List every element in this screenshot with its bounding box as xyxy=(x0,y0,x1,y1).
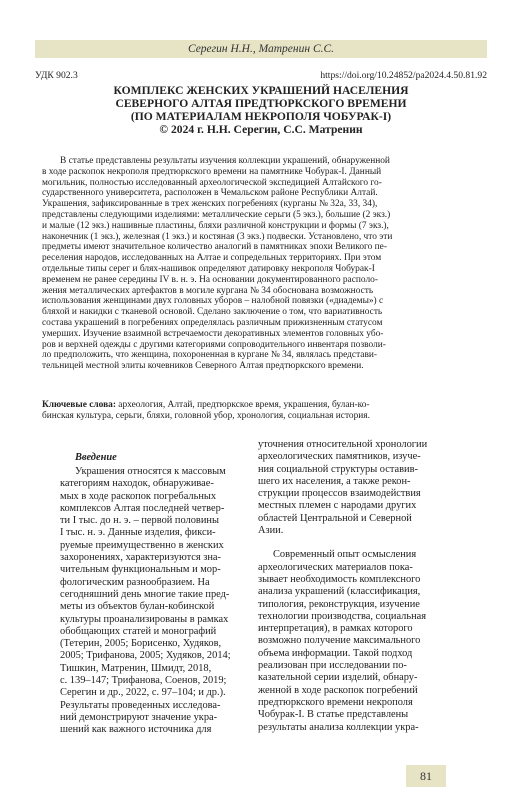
body-text-line: (Тетерин, 2005; Борисенко, Худяков, xyxy=(60,638,222,650)
body-text-line: реализован при исследовании по- xyxy=(258,660,407,672)
keywords-text: археология, Алтай, предтюркское время, украшения, булан-ко- xyxy=(118,400,370,410)
article-title xyxy=(35,84,487,136)
body-text-line: шего их населения, а также рекон- xyxy=(258,475,411,487)
body-text-line: фологическим разнообразием. На xyxy=(60,576,210,588)
body-text-line: шений как важного источника для xyxy=(60,724,212,736)
abstract-line: сударственного университета, расположен в Чемальском районе Республики Алтай. xyxy=(42,188,378,199)
keywords xyxy=(42,400,480,422)
body-text-line: возможно получение максимального xyxy=(258,635,421,647)
body-text-line: уточнения относительной хронологии xyxy=(258,439,428,450)
abstract-line: тельницей местной элиты кочевников Северного Алтая предтюркского времени. xyxy=(42,361,364,372)
keywords-label: Ключевые слова: xyxy=(42,400,116,410)
body-text-line: результаты анализа коллекции укра- xyxy=(258,721,419,733)
abstract-line: Украшения, зафиксированные в трех женских погребениях (курганы № 32а, 33, 34), xyxy=(42,199,378,210)
abstract-line: ло предположить, что женщина, похороненная в кургане № 34, являлась представи- xyxy=(42,350,378,361)
body-text-line: археологических материалов пока- xyxy=(258,561,413,573)
section-heading-introduction: Введение xyxy=(75,452,117,463)
paragraph-gap xyxy=(258,537,472,549)
page-number xyxy=(406,765,446,787)
abstract-line: ров и верхней одежды с другими категориями сопроводительного инвентаря позволи- xyxy=(42,339,386,350)
left-column xyxy=(60,452,262,737)
body-text-line: Чобурак-I. В статье представлены xyxy=(258,709,409,721)
running-header-authors: Серегин Н.Н., Матренин С.С. xyxy=(187,43,335,55)
title-authors: © 2024 г. Н.Н. Серегин, С.С. Матренин xyxy=(159,123,363,136)
body-text-line: с. 139–147; Трифанова, Соенов, 2019; xyxy=(60,675,227,687)
abstract-line: использования женщинами двух головных уборов – налобной повязки («диадемы») с xyxy=(42,296,384,307)
body-text-line: захоронениях, характеризуются зна- xyxy=(60,552,221,564)
body-text-line: зывает необходимость комплексного xyxy=(258,573,421,585)
body-text-line: мых в ходе раскопок погребальных xyxy=(60,490,217,502)
body-text-line: типология, реконструкция, изучение xyxy=(258,598,420,610)
title-line: (ПО МАТЕРИАЛАМ НЕКРОПОЛЯ ЧОБУРАК-I) xyxy=(130,110,392,123)
abstract-line: наконечник (1 экз.), железная (1 экз.) и костяная (3 экз.) подвески. Установлено, что эти xyxy=(42,231,393,242)
body-text-line: Результаты проведенных исследова- xyxy=(60,699,221,711)
abstract-line: в ходе раскопок некрополя предтюркского времени на памятнике Чобурак-I. Данный xyxy=(42,166,382,177)
right-paragraph-2 xyxy=(258,549,472,733)
body-text-line: 2005; Трифанова, 2005; Худяков, 2014; xyxy=(60,650,231,662)
body-text-line: казательной серии изделий, обнару- xyxy=(258,672,418,684)
body-text-line: I тыс. н. э. Данные изделия, фикси- xyxy=(60,527,216,539)
body-text-line: областей Центральной и Северной xyxy=(258,512,412,524)
abstract-line: жения металлических артефактов в могиле кургана № 34 обоснована возможность xyxy=(42,285,374,296)
body-text-line: руемые преимущественно в женских xyxy=(60,539,224,551)
doi-link[interactable]: https://doi.org/10.24852/pa2024.4.50.81.92 xyxy=(320,70,487,81)
abstract-line: реселения народов, исследованных на Алтае и сопредельных территориях. При этом xyxy=(42,253,382,264)
abstract xyxy=(42,156,480,372)
keywords-line: бинская культура, серьги, бляхи, головной убор, хронология, социальная история. xyxy=(42,410,370,421)
body-text-line: Украшения относятся к массовым xyxy=(75,466,226,477)
body-text-line: Тишкин, Матренин, Шмидт, 2018, xyxy=(60,662,212,674)
body-text-line: струкции процессов взаимодействия xyxy=(258,488,421,500)
abstract-line: отдельные типы серег и блях-нашивок определяют датировку некрополя Чобурак-I xyxy=(42,263,375,274)
abstract-line: предметы имеют значительное количество аналогий в памятниках эпохи Великого пе- xyxy=(42,242,387,253)
body-text-line: Серегин и др., 2022, с. 97–104; и др.). xyxy=(60,687,226,699)
abstract-line: бляхой и накидки с тканевой основой. Сделано заключение о том, что вариативность xyxy=(42,307,383,318)
right-column xyxy=(258,439,472,734)
body-text-line: комплексов Алтая последней четвер- xyxy=(60,502,225,514)
body-text-line: ти I тыс. до н. э. – первой половины xyxy=(60,515,219,527)
body-text-line: женной в ходе раскопок погребений xyxy=(258,684,418,696)
body-text-line: сегодняшний день многие такие пред- xyxy=(60,588,230,600)
abstract-line: и малые (12 экз.) нашивные пластины, бляхи различной конструкции и формы (7 экз.), xyxy=(42,220,389,231)
body-text-line: технологии производства, социальная xyxy=(258,610,427,622)
page-number-text: 81 xyxy=(420,769,432,783)
abstract-line: временем не ранее середины IV в. н. э. На основании документированного располо- xyxy=(42,274,378,285)
title-line: СЕВЕРНОГО АЛТАЯ ПРЕДТЮРКСКОГО ВРЕМЕНИ xyxy=(115,97,407,110)
body-text-line: чительным функциональным и мор- xyxy=(60,564,221,576)
left-column-text xyxy=(60,466,262,737)
keywords-line xyxy=(42,400,480,411)
title-line: КОМПЛЕКС ЖЕНСКИХ УКРАШЕНИЙ НАСЕЛЕНИЯ xyxy=(113,84,409,97)
body-text-line: обобщающих статей и монографий xyxy=(60,625,217,637)
body-text-line: археологических памятников, изуче- xyxy=(258,451,421,463)
body-text-line: анализа украшений (классификация, xyxy=(258,586,421,598)
body-text-line: категориям находок, обнаруживае- xyxy=(60,478,214,490)
body-text-line: культуры проанализированы в рамках xyxy=(60,613,229,625)
body-text-line: меты из объектов булан-кобинской xyxy=(60,601,215,613)
right-paragraph-1 xyxy=(258,439,472,537)
abstract-line: представлены следующими изделиями: металлические серьги (5 экз.), большие (2 экз.) xyxy=(42,209,391,220)
body-text-line: Азии. xyxy=(258,525,284,537)
abstract-line: могильник, полностью исследованный археологической экспедицией Алтайского го- xyxy=(42,177,382,188)
abstract-line: В статье представлены результаты изучения коллекции украшений, обнаруженной xyxy=(60,156,390,166)
udk-code: УДК 902.3 xyxy=(35,70,78,81)
running-header xyxy=(35,40,487,58)
body-text-line: Современный опыт осмысления xyxy=(273,549,417,561)
body-text-line: местных племен с народами других xyxy=(258,500,417,512)
body-text-line: предтюркского времени некрополя xyxy=(258,696,413,708)
body-text-line: интерпретация), в рамках которого xyxy=(258,623,413,635)
abstract-line: умерших. Изучение взаимной встречаемости декоративных элементов головных убо- xyxy=(42,328,384,339)
body-text-line: объема информации. Такой подход xyxy=(258,647,413,659)
abstract-line: состава украшений в погребениях определялась различным прижизненным статусом xyxy=(42,317,383,328)
body-text-line: ния социальной структуры оставив- xyxy=(258,463,418,475)
body-text-line: ний демонстрируют значение укра- xyxy=(60,711,218,723)
